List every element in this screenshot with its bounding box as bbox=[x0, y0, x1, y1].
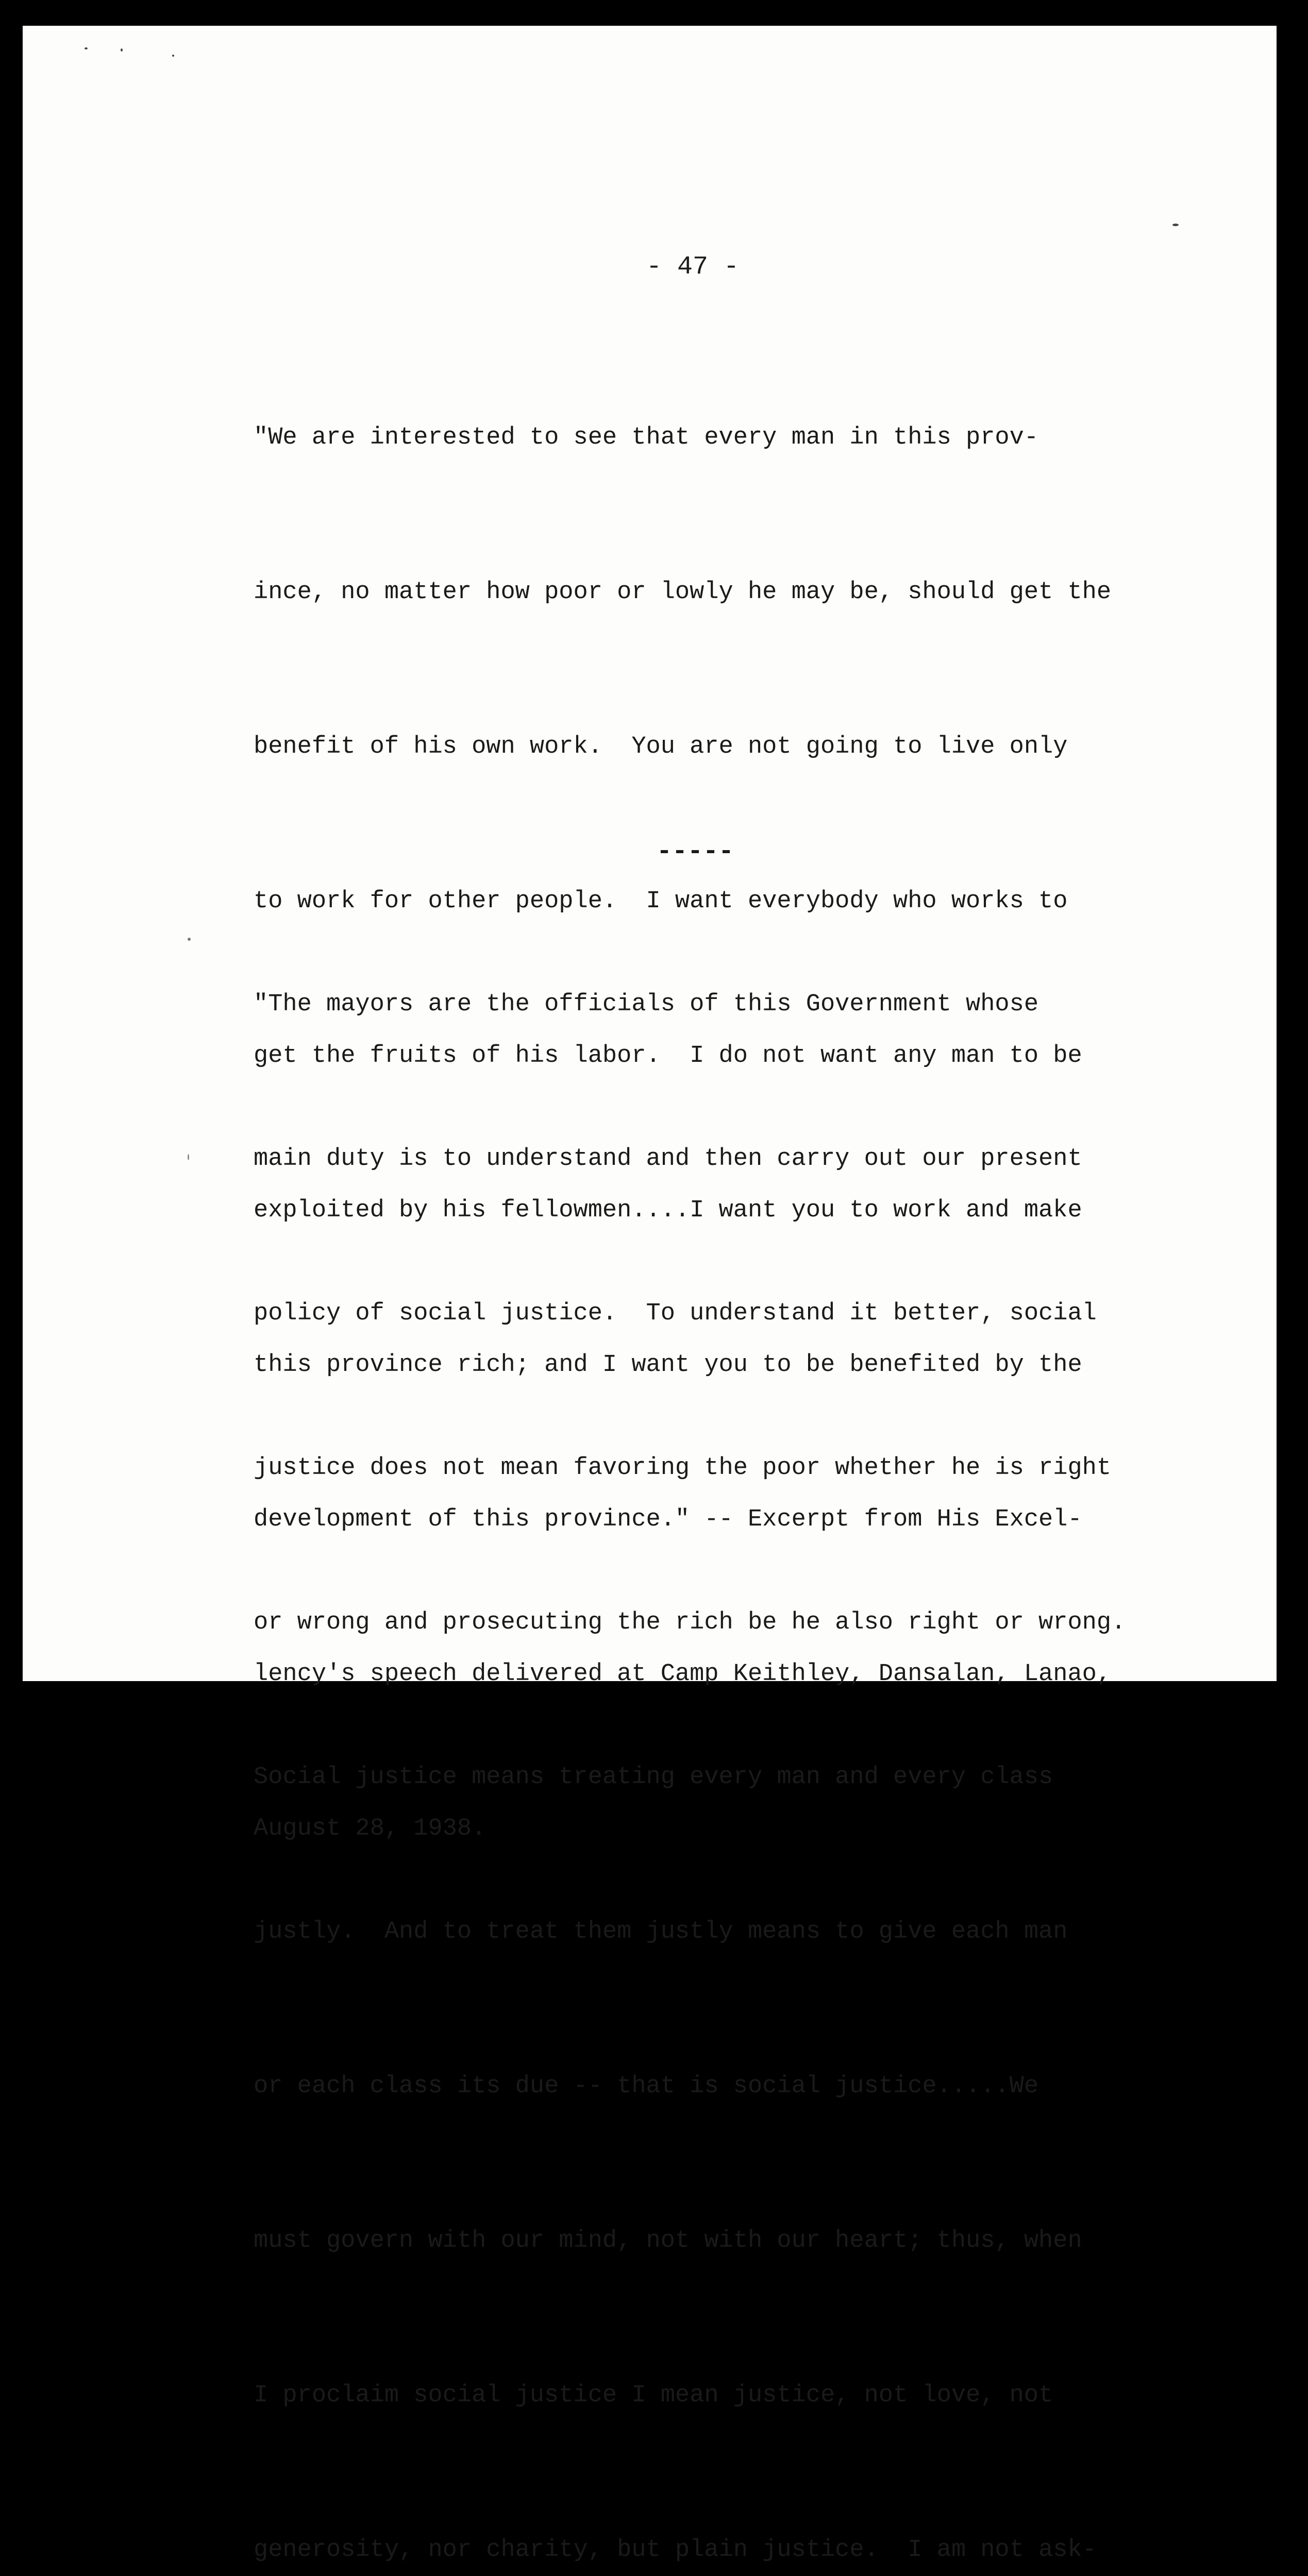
text-line: must govern with our mind, not with our heart; thus, when bbox=[254, 2227, 1082, 2255]
text-line: benefit of his own work. You are not going to live only bbox=[254, 733, 1068, 760]
text-line: "The mayors are the officials of this Government whose bbox=[254, 991, 1039, 1018]
text-line: I proclaim social justice I mean justice, not love, not bbox=[254, 2382, 1053, 2409]
text-line: get the fruits of his labor. I do not want any man to be bbox=[254, 1042, 1082, 1070]
text-line: to work for other people. I want everybody who works to bbox=[254, 888, 1068, 915]
text-line: this province rich; and I want you to be benefited by the bbox=[254, 1351, 1082, 1379]
text-line: justly. And to treat them justly means to give each man bbox=[254, 1918, 1068, 1945]
text-line: ince, no matter how poor or lowly he may be, should get the bbox=[254, 579, 1112, 606]
section-separator: ----- bbox=[656, 837, 734, 867]
text-line: policy of social justice. To understand it better, social bbox=[254, 1300, 1097, 1327]
paragraph-speech-excerpt-2 bbox=[254, 876, 1126, 2576]
page-number: - 47 - bbox=[646, 252, 740, 282]
text-line: August 28, 1938. bbox=[254, 1815, 487, 1842]
text-line: or wrong and prosecuting the rich be he also right or wrong. bbox=[254, 1609, 1126, 1636]
text-line: generosity, nor charity, but plain justice. I am not ask- bbox=[254, 2536, 1097, 2564]
text-line: lency's speech delivered at Camp Keithley, Dansalan, Lanao, bbox=[254, 1660, 1112, 1688]
text-line: "We are interested to see that every man in this prov- bbox=[254, 424, 1039, 451]
text-line: main duty is to understand and then carry out our present bbox=[254, 1145, 1082, 1173]
document-page bbox=[23, 26, 1277, 2564]
text-line: exploited by his fellowmen....I want you to work and make bbox=[254, 1197, 1082, 1224]
text-line: Social justice means treating every man and every class bbox=[254, 1764, 1053, 1791]
text-line: justice does not mean favoring the poor whether he is right bbox=[254, 1454, 1112, 1482]
text-line: or each class its due -- that is social justice.....We bbox=[254, 2073, 1039, 2100]
text-line: development of this province." -- Excerpt from His Excel- bbox=[254, 1506, 1082, 1533]
